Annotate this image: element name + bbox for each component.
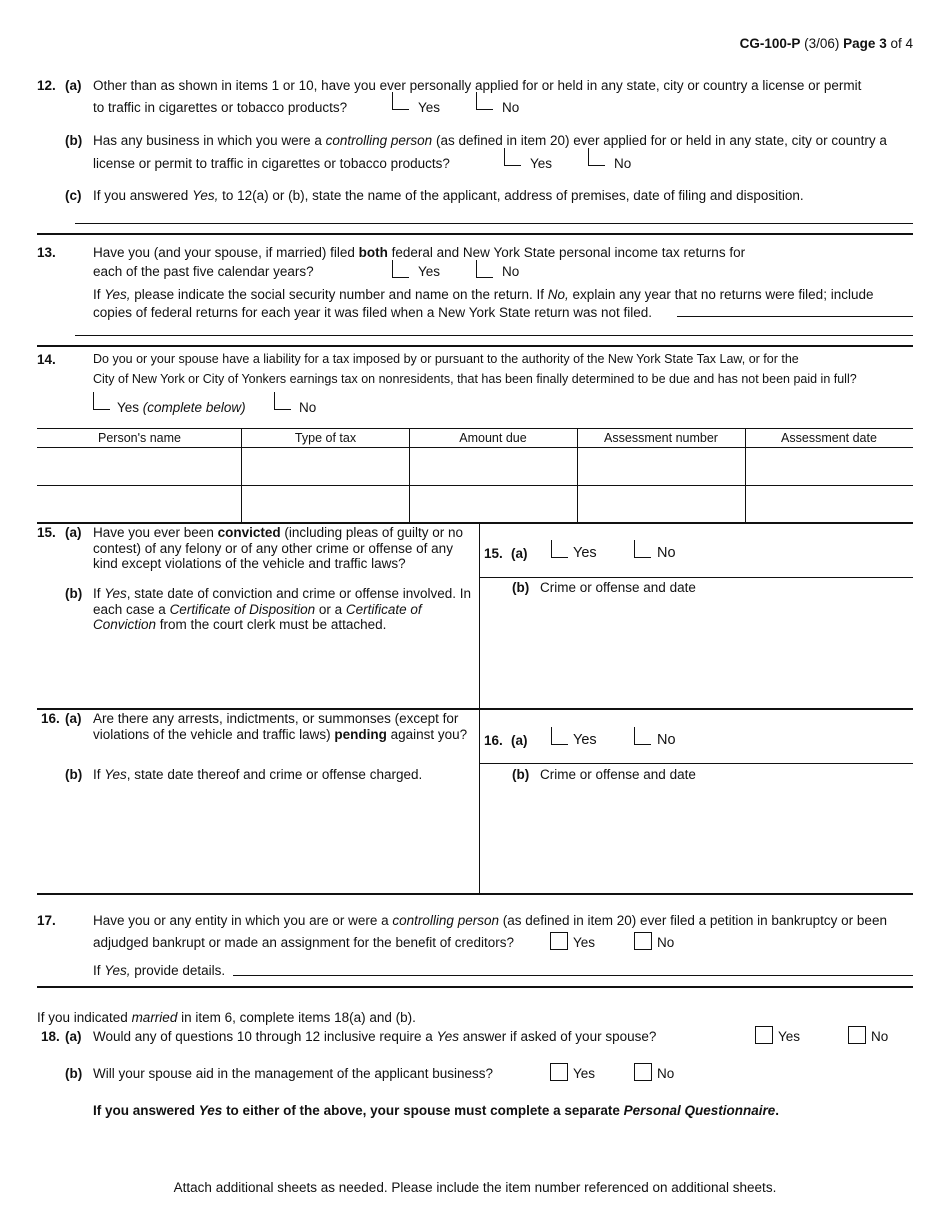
q15a-no-checkbox[interactable] (634, 540, 651, 558)
q17-no-checkbox[interactable] (634, 932, 652, 950)
q17-line3: If Yes, provide details. (93, 963, 226, 978)
q13-line1: Have you (and your spouse, if married) filed both federal and New York State personal income tax returns for (93, 245, 746, 260)
q15a-text: Have you ever been convicted (including pleas of guilty or no contest) of any felony or of any other crime or offense of any kind except violations of the vehicle and traffic laws? (93, 525, 463, 571)
q16a-yes-label: Yes (573, 732, 597, 748)
q13-no-checkbox[interactable] (476, 260, 493, 278)
q12b-yes-label: Yes (530, 156, 553, 171)
col-divider (241, 428, 242, 522)
q15-number: 15. (37, 525, 56, 540)
q18-number: 18. (41, 1029, 60, 1044)
q15a-label: (a) (65, 525, 82, 540)
q15b-answer-field[interactable]: Crime or offense and date (540, 580, 696, 595)
q18b-text: Will your spouse aid in the management of the applicant business? (93, 1066, 493, 1081)
q14-line1: Do you or your spouse have a liability for a tax imposed by or pursuant to the authority of the New York State Tax Law, or for the (93, 352, 799, 366)
q12b-no-checkbox[interactable] (588, 148, 605, 166)
of-label: of 4 (890, 36, 913, 51)
q16b-text: If Yes, state date thereof and crime or offense charged. (93, 767, 423, 782)
q13-line3: If Yes, please indicate the social security number and name on the return. If No, explain any year that no returns were filed; include (93, 287, 874, 302)
q18a-text: Would any of questions 10 through 12 inclusive require a Yes answer if asked of your spouse? (93, 1029, 657, 1044)
q16-right-a: (a) (511, 733, 528, 748)
divider (37, 345, 913, 347)
q12b-line1: Has any business in which you were a controlling person (as defined in item 20) ever applied for or held in any state, city or country a (93, 133, 887, 148)
col-divider (745, 428, 746, 522)
q18b-yes-label: Yes (573, 1066, 596, 1081)
q16a-no-label: No (657, 732, 676, 748)
q14-no-label: No (299, 400, 317, 415)
q18-note: If you answered Yes to either of the above, your spouse must complete a separate Personal Questionnaire. (93, 1103, 779, 1118)
q16a-text: Are there any arrests, indictments, or summonses (except for violations of the vehicle and traffic laws) pending against you? (93, 711, 468, 742)
q17-yes-checkbox[interactable] (550, 932, 568, 950)
q16a-no-checkbox[interactable] (634, 727, 651, 745)
table-row-border (37, 485, 913, 486)
q18b-no-label: No (657, 1066, 675, 1081)
q12b-no-label: No (614, 156, 632, 171)
q12a-line2: to traffic in cigarettes or tobacco products? (93, 100, 348, 115)
q16a-label: (a) (65, 711, 82, 726)
q18a-no-checkbox[interactable] (848, 1026, 866, 1044)
q15a-yes-checkbox[interactable] (551, 540, 568, 558)
q12a-no-checkbox[interactable] (476, 92, 493, 110)
form-rev: (3/06) (804, 36, 840, 51)
table-header-border (37, 447, 913, 448)
q18a-label: (a) (65, 1029, 82, 1044)
q18b-label: (b) (65, 1066, 83, 1081)
divider (37, 708, 913, 710)
q12a-yes-checkbox[interactable] (392, 92, 409, 110)
q14-yes-checkbox[interactable] (93, 392, 110, 410)
q18a-yes-label: Yes (778, 1029, 801, 1044)
q13-answer-line-1[interactable] (677, 316, 913, 317)
q17-details-line[interactable] (233, 975, 913, 976)
page-label: Page 3 (843, 36, 887, 51)
q14-no-checkbox[interactable] (274, 392, 291, 410)
divider (37, 893, 913, 895)
q12c-text: If you answered Yes, to 12(a) or (b), state the name of the applicant, address of premises, date of filing and disposition. (93, 188, 804, 203)
col-type-of-tax: Type of tax (294, 431, 357, 445)
q12b-label: (b) (65, 133, 83, 148)
q16-number: 16. (41, 711, 60, 726)
q15-right-divider (480, 577, 913, 578)
q13-line4: copies of federal returns for each year it was filed when a New York State return was not filed. (93, 305, 653, 320)
q14-number: 14. (37, 352, 56, 367)
q12a-no-label: No (502, 100, 520, 115)
q17-line2: adjudged bankrupt or made an assignment for the benefit of creditors? (93, 935, 515, 950)
footer-note: Attach additional sheets as needed. Please include the item number referenced on additional sheets. (173, 1180, 777, 1195)
q16-right-number: 16. (484, 733, 503, 748)
q17-no-label: No (657, 935, 675, 950)
col-persons-name: Person's name (98, 431, 181, 445)
q18-intro: If you indicated married in item 6, complete items 18(a) and (b). (37, 1010, 416, 1025)
col-divider (577, 428, 578, 522)
q17-yes-label: Yes (573, 935, 596, 950)
col-divider (409, 428, 410, 522)
q13-answer-line-2[interactable] (75, 335, 913, 336)
divider (37, 522, 913, 524)
q12c-answer-line[interactable] (75, 223, 913, 224)
q16-right-divider (480, 763, 913, 764)
form-header (740, 36, 913, 51)
table-top-border (37, 428, 913, 429)
q15b-label: (b) (65, 586, 83, 601)
q16b-answer-field[interactable]: Crime or offense and date (540, 767, 696, 782)
q16-right-b: (b) (512, 767, 530, 782)
q12b-yes-checkbox[interactable] (504, 148, 521, 166)
q15-right-a: (a) (511, 546, 528, 561)
divider (37, 233, 913, 235)
q18a-yes-checkbox[interactable] (755, 1026, 773, 1044)
q15b-text: If Yes, state date of conviction and crime or offense involved. In each case a Certificate of Disposition or a Certificate of Conviction from the court clerk must be attached. (93, 586, 471, 632)
q15-right-number: 15. (484, 546, 503, 561)
q13-number: 13. (37, 245, 56, 260)
q18a-no-label: No (871, 1029, 889, 1044)
col-assessment-number: Assessment number (604, 431, 718, 445)
q13-yes-label: Yes (418, 264, 441, 279)
q17-number: 17. (37, 913, 56, 928)
q12-number: 12. (37, 78, 56, 93)
q16a-yes-checkbox[interactable] (551, 727, 568, 745)
q18b-no-checkbox[interactable] (634, 1063, 652, 1081)
form-id: CG-100-P (739, 36, 801, 51)
q14-line2: City of New York or City of Yonkers earnings tax on nonresidents, that has been finally determined to be due and has not been paid in full? (93, 372, 857, 386)
q13-line2: each of the past five calendar years? (93, 264, 314, 279)
q14-yes-label: Yes (complete below) (117, 400, 246, 415)
q15-right-b: (b) (512, 580, 530, 595)
q12a-label: (a) (65, 78, 82, 93)
q12a-yes-label: Yes (418, 100, 441, 115)
divider (37, 986, 913, 988)
q12a-line1: Other than as shown in items 1 or 10, have you ever personally applied for or held in any state, city or country a license or permit (93, 78, 862, 93)
q18b-yes-checkbox[interactable] (550, 1063, 568, 1081)
q12b-line2: license or permit to traffic in cigarettes or tobacco products? (93, 156, 450, 171)
col-amount-due: Amount due (459, 431, 527, 445)
q16b-label: (b) (65, 767, 83, 782)
q13-no-label: No (502, 264, 520, 279)
q17-line1: Have you or any entity in which you are or were a controlling person (as defined in item 20) ever filed a petition in bankruptcy or been (93, 913, 887, 928)
col-assessment-date: Assessment date (781, 431, 877, 445)
q13-yes-checkbox[interactable] (392, 260, 409, 278)
q15a-no-label: No (657, 545, 676, 561)
q12c-label: (c) (65, 188, 82, 203)
q15a-yes-label: Yes (573, 545, 597, 561)
